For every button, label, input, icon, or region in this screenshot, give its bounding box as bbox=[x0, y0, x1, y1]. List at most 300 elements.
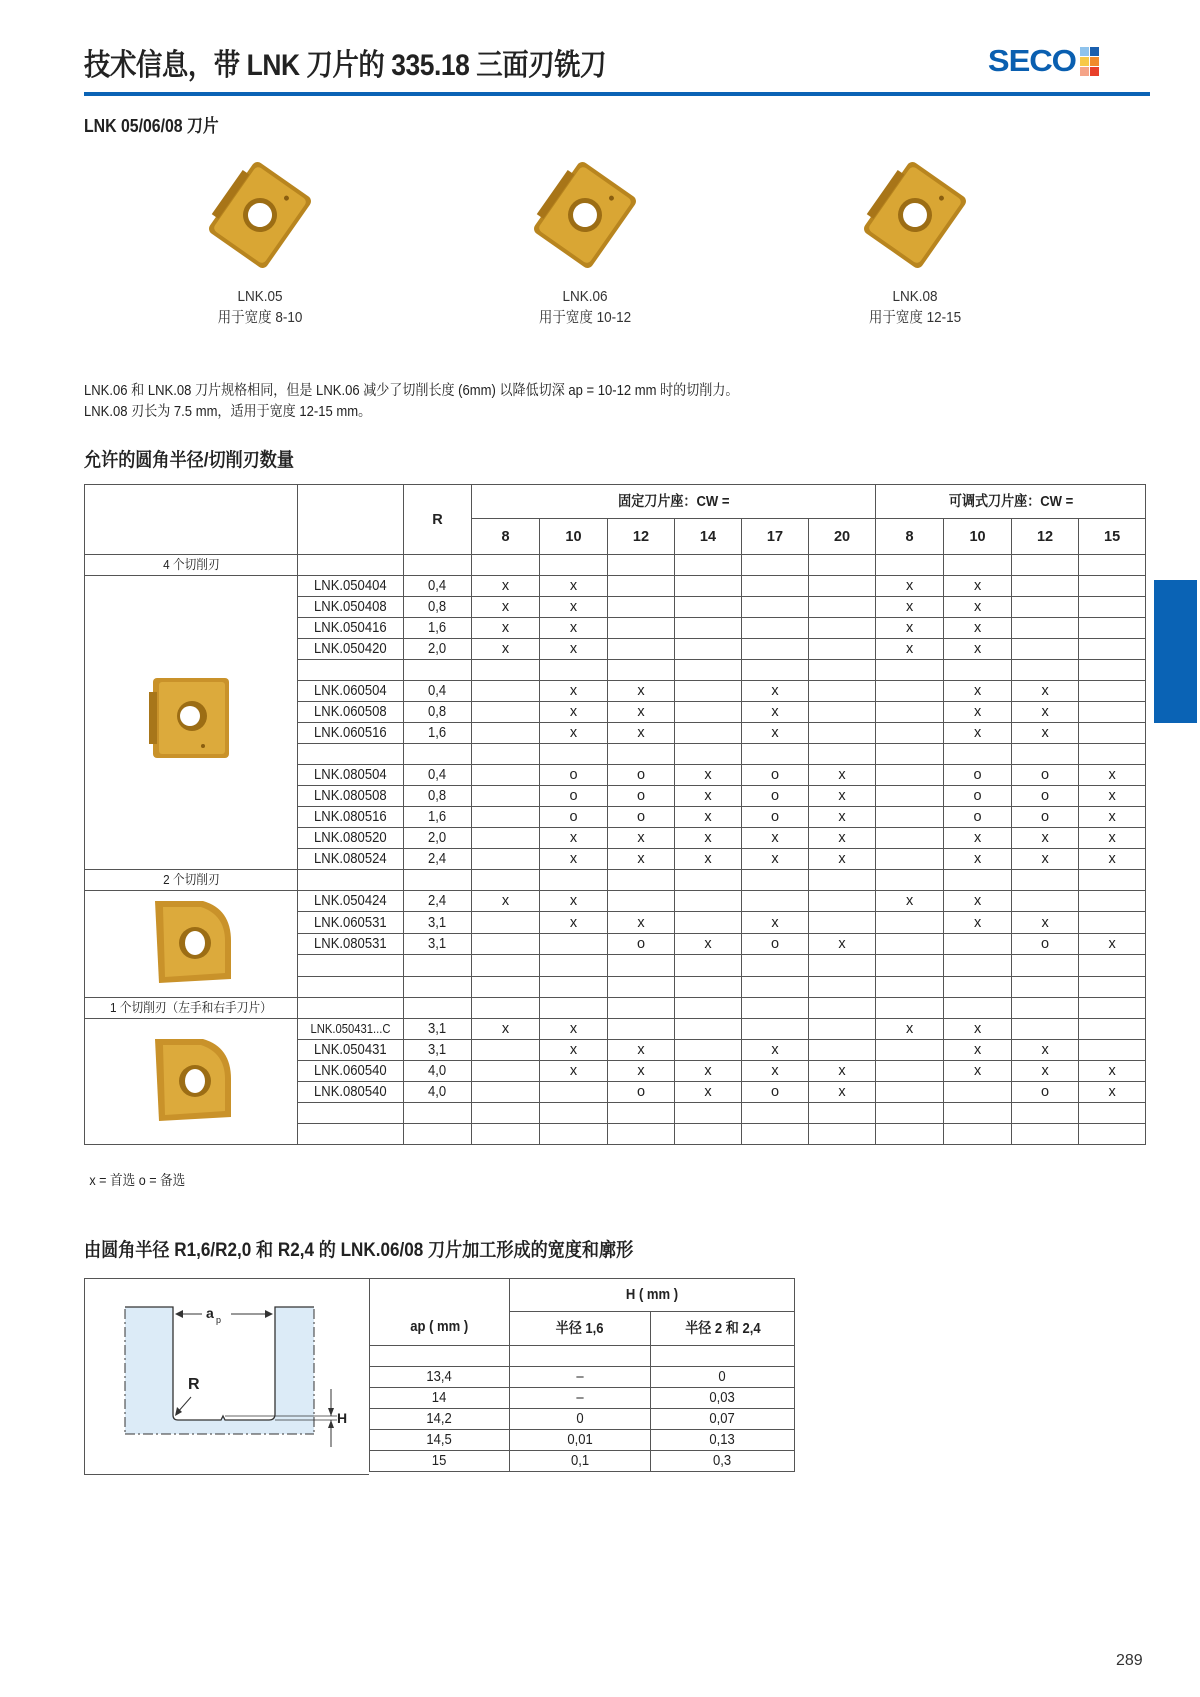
suitability-cell bbox=[608, 660, 675, 681]
suitability-cell bbox=[1012, 597, 1079, 618]
suitability-cell: x bbox=[608, 828, 675, 849]
suitability-cell: x bbox=[944, 723, 1012, 744]
insert-image-icon bbox=[145, 891, 237, 991]
suitability-cell bbox=[675, 891, 742, 912]
suitability-cell: x bbox=[876, 576, 944, 597]
insert-code: LNK.080504 bbox=[298, 765, 404, 786]
group-label: 4 个切削刃 bbox=[85, 555, 298, 576]
suitability-cell: x bbox=[944, 618, 1012, 639]
cw-header-fixed-8: 8 bbox=[472, 519, 540, 555]
suitability-cell bbox=[809, 681, 876, 702]
suitability-cell: x bbox=[472, 891, 540, 912]
insert-figure-lnk-06 bbox=[525, 150, 645, 328]
suitability-cell: o bbox=[742, 765, 809, 786]
suitability-cell bbox=[608, 891, 675, 912]
ap-value: 14,5 bbox=[370, 1430, 510, 1451]
suitability-cell: o bbox=[1012, 933, 1079, 954]
insert-name: LNK.08 bbox=[892, 288, 938, 305]
h-r16-value: – bbox=[510, 1388, 651, 1409]
suitability-cell bbox=[1012, 1124, 1079, 1145]
suitability-cell: x bbox=[472, 576, 540, 597]
suitability-cell: x bbox=[742, 849, 809, 870]
insert-code bbox=[298, 1124, 404, 1145]
radius-value: 0,4 bbox=[404, 681, 472, 702]
suitability-cell bbox=[675, 955, 742, 976]
suitability-cell: x bbox=[809, 849, 876, 870]
suitability-cell: x bbox=[472, 618, 540, 639]
suitability-cell: x bbox=[944, 681, 1012, 702]
h-table-row bbox=[370, 1388, 795, 1409]
group-header-row bbox=[85, 555, 1146, 576]
suitability-cell: x bbox=[742, 1040, 809, 1061]
code-header bbox=[298, 485, 404, 555]
suitability-cell bbox=[1079, 912, 1146, 933]
suitability-cell: x bbox=[608, 702, 675, 723]
suitability-cell bbox=[1012, 891, 1079, 912]
suitability-cell bbox=[608, 618, 675, 639]
suitability-cell bbox=[876, 849, 944, 870]
suitability-cell bbox=[876, 765, 944, 786]
suitability-cell: x bbox=[944, 1040, 1012, 1061]
suitability-cell: x bbox=[1079, 807, 1146, 828]
suitability-cell: x bbox=[675, 1061, 742, 1082]
suitability-cell bbox=[1012, 660, 1079, 681]
suitability-cell bbox=[742, 1124, 809, 1145]
suitability-cell bbox=[608, 597, 675, 618]
suitability-cell bbox=[1079, 1103, 1146, 1124]
suitability-cell: x bbox=[675, 765, 742, 786]
insert-code: LNK.050424 bbox=[298, 891, 404, 912]
suitability-cell bbox=[472, 976, 540, 997]
suitability-cell: x bbox=[809, 933, 876, 954]
h-r16-value: 0,1 bbox=[510, 1451, 651, 1472]
suitability-cell: x bbox=[876, 597, 944, 618]
suitability-cell: x bbox=[608, 849, 675, 870]
cw-header-fixed-10: 10 bbox=[540, 519, 608, 555]
suitability-cell: x bbox=[1079, 765, 1146, 786]
suitability-cell: x bbox=[608, 1061, 675, 1082]
suitability-cell bbox=[540, 744, 608, 765]
ap-header: ap ( mm ) bbox=[370, 1279, 510, 1346]
insert-code: LNK.080508 bbox=[298, 786, 404, 807]
suitability-cell bbox=[675, 660, 742, 681]
suitability-cell bbox=[675, 597, 742, 618]
suitability-cell: x bbox=[1079, 849, 1146, 870]
suitability-cell: x bbox=[1079, 933, 1146, 954]
suitability-cell: x bbox=[876, 891, 944, 912]
suitability-cell bbox=[876, 976, 944, 997]
suitability-cell bbox=[472, 723, 540, 744]
suitability-cell bbox=[1012, 618, 1079, 639]
blank-header bbox=[85, 485, 298, 555]
suitability-cell bbox=[472, 765, 540, 786]
suitability-cell bbox=[809, 955, 876, 976]
note-line-1: LNK.06 和 LNK.08 刀片规格相同，但是 LNK.06 减少了切削长度 (6mm) 以降低切深 ap = 10-12 mm 时的切削力。 bbox=[84, 383, 739, 399]
suitability-cell: x bbox=[809, 1082, 876, 1103]
insert-code: LNK.080540 bbox=[298, 1082, 404, 1103]
ap-value: 14 bbox=[370, 1388, 510, 1409]
page-title: 技术信息，带 LNK 刀片的 335.18 三面刃铣刀 bbox=[84, 49, 607, 82]
radius-value: 0,8 bbox=[404, 597, 472, 618]
suitability-cell: x bbox=[809, 765, 876, 786]
cw-header-fixed-12: 12 bbox=[608, 519, 675, 555]
suitability-cell bbox=[742, 1103, 809, 1124]
suitability-cell: x bbox=[1012, 681, 1079, 702]
h-r2-value: 0,07 bbox=[651, 1409, 795, 1430]
suitability-cell bbox=[608, 1103, 675, 1124]
suitability-cell bbox=[540, 976, 608, 997]
suitability-cell: x bbox=[1079, 1061, 1146, 1082]
suitability-cell bbox=[876, 723, 944, 744]
suitability-cell: x bbox=[675, 849, 742, 870]
radius-value: 3,1 bbox=[404, 912, 472, 933]
suitability-cell bbox=[742, 618, 809, 639]
suitability-cell bbox=[1079, 955, 1146, 976]
suitability-cell bbox=[809, 576, 876, 597]
suitability-cell bbox=[540, 660, 608, 681]
insert-code: LNK.050431 bbox=[298, 1040, 404, 1061]
r2-header: 半径 2 和 2,4 bbox=[651, 1312, 795, 1346]
suitability-cell: x bbox=[1012, 1040, 1079, 1061]
suitability-cell bbox=[876, 786, 944, 807]
insert-code: LNK.080520 bbox=[298, 828, 404, 849]
header-divider bbox=[84, 92, 1150, 96]
h-table-row bbox=[370, 1430, 795, 1451]
insert-caption: 用于宽度 10-12 bbox=[538, 309, 632, 326]
h-r16-value: 0,01 bbox=[510, 1430, 651, 1451]
suitability-cell bbox=[1079, 597, 1146, 618]
insert-image-icon bbox=[200, 150, 320, 280]
suitability-cell bbox=[1079, 891, 1146, 912]
suitability-cell: o bbox=[742, 786, 809, 807]
radius-value: 3,1 bbox=[404, 1019, 472, 1040]
suitability-cell: x bbox=[1012, 702, 1079, 723]
radius-value: 4,0 bbox=[404, 1061, 472, 1082]
suitability-cell: x bbox=[608, 1040, 675, 1061]
insert-code: LNK.080516 bbox=[298, 807, 404, 828]
suitability-cell bbox=[608, 1124, 675, 1145]
suitability-cell bbox=[675, 1040, 742, 1061]
h-table-row bbox=[370, 1409, 795, 1430]
suitability-cell bbox=[608, 744, 675, 765]
radius-value: 2,0 bbox=[404, 828, 472, 849]
insert-section-title: LNK 05/06/08 刀片 bbox=[84, 116, 219, 136]
suitability-cell bbox=[944, 933, 1012, 954]
suitability-cell: x bbox=[742, 723, 809, 744]
suitability-cell bbox=[809, 660, 876, 681]
suitability-cell bbox=[1079, 976, 1146, 997]
suitability-cell bbox=[1079, 576, 1146, 597]
radius-value: 0,8 bbox=[404, 702, 472, 723]
suitability-cell: x bbox=[608, 681, 675, 702]
suitability-cell bbox=[472, 786, 540, 807]
suitability-cell bbox=[472, 681, 540, 702]
insert-code: LNK.060531 bbox=[298, 912, 404, 933]
suitability-cell bbox=[608, 955, 675, 976]
suitability-cell: o bbox=[1012, 807, 1079, 828]
h-r16-value: – bbox=[510, 1367, 651, 1388]
insert-image-cell bbox=[85, 576, 298, 870]
insert-image-icon bbox=[525, 150, 645, 280]
suitability-cell: x bbox=[944, 849, 1012, 870]
suitability-cell bbox=[809, 744, 876, 765]
svg-text:R: R bbox=[188, 1376, 200, 1393]
brand-name: SECO bbox=[987, 43, 1076, 78]
suitability-cell: o bbox=[608, 786, 675, 807]
insert-code: LNK.080531 bbox=[298, 933, 404, 954]
suitability-cell bbox=[809, 1103, 876, 1124]
suitability-cell bbox=[876, 1061, 944, 1082]
suitability-cell: x bbox=[472, 1019, 540, 1040]
suitability-cell bbox=[876, 1040, 944, 1061]
suitability-cell bbox=[809, 976, 876, 997]
radius-table bbox=[84, 484, 1146, 1145]
suitability-cell bbox=[742, 660, 809, 681]
suitability-cell: x bbox=[540, 702, 608, 723]
suitability-cell bbox=[675, 576, 742, 597]
brand-squares-icon bbox=[1080, 47, 1099, 76]
h-table-row bbox=[370, 1451, 795, 1472]
legend: x = 首选 o = 备选 bbox=[89, 1172, 186, 1188]
group-label: 2 个切削刃 bbox=[85, 870, 298, 891]
radius-value bbox=[404, 1103, 472, 1124]
suitability-cell: x bbox=[1012, 1061, 1079, 1082]
cw-header-adj-8: 8 bbox=[876, 519, 944, 555]
suitability-cell: x bbox=[742, 912, 809, 933]
suitability-cell: o bbox=[742, 1082, 809, 1103]
suitability-cell bbox=[472, 849, 540, 870]
suitability-cell: x bbox=[540, 1019, 608, 1040]
suitability-cell: x bbox=[472, 639, 540, 660]
cw-header-fixed-14: 14 bbox=[675, 519, 742, 555]
suitability-cell bbox=[472, 744, 540, 765]
suitability-cell bbox=[742, 955, 809, 976]
radius-value: 2,0 bbox=[404, 639, 472, 660]
suitability-cell bbox=[608, 639, 675, 660]
suitability-cell: x bbox=[675, 828, 742, 849]
suitability-cell: x bbox=[540, 618, 608, 639]
table-row bbox=[85, 576, 1146, 597]
suitability-cell bbox=[1012, 955, 1079, 976]
suitability-cell bbox=[742, 744, 809, 765]
suitability-cell: x bbox=[675, 807, 742, 828]
suitability-cell: x bbox=[540, 1040, 608, 1061]
insert-code: LNK.060504 bbox=[298, 681, 404, 702]
suitability-cell: x bbox=[876, 639, 944, 660]
suitability-cell bbox=[809, 639, 876, 660]
insert-code: LNK.050416 bbox=[298, 618, 404, 639]
suitability-cell: x bbox=[944, 702, 1012, 723]
note-line-2: LNK.08 刃长为 7.5 mm，适用于宽度 12-15 mm。 bbox=[84, 404, 372, 420]
suitability-cell: x bbox=[944, 828, 1012, 849]
h-r2-value: 0,3 bbox=[651, 1451, 795, 1472]
suitability-cell: o bbox=[1012, 765, 1079, 786]
seco-logo bbox=[987, 43, 1099, 78]
suitability-cell: x bbox=[540, 1061, 608, 1082]
suitability-cell bbox=[876, 1124, 944, 1145]
suitability-cell: o bbox=[944, 786, 1012, 807]
insert-image-icon bbox=[145, 1029, 237, 1129]
suitability-cell bbox=[809, 891, 876, 912]
suitability-cell: x bbox=[809, 828, 876, 849]
suitability-cell bbox=[675, 976, 742, 997]
suitability-cell bbox=[472, 955, 540, 976]
suitability-cell bbox=[472, 912, 540, 933]
suitability-cell bbox=[876, 933, 944, 954]
suitability-cell: x bbox=[675, 1082, 742, 1103]
suitability-cell: o bbox=[608, 933, 675, 954]
suitability-cell: o bbox=[540, 786, 608, 807]
suitability-cell: o bbox=[608, 765, 675, 786]
suitability-cell: x bbox=[540, 723, 608, 744]
suitability-cell: x bbox=[1079, 1082, 1146, 1103]
radius-value bbox=[404, 1124, 472, 1145]
suitability-cell bbox=[540, 1082, 608, 1103]
adjustable-holder-header: 可调式刀片座：CW = bbox=[876, 485, 1146, 519]
suitability-cell bbox=[809, 618, 876, 639]
suitability-cell bbox=[944, 660, 1012, 681]
radius-value: 3,1 bbox=[404, 933, 472, 954]
group-label: 1 个切削刃（左手和右手刀片） bbox=[85, 998, 298, 1019]
insert-caption: 用于宽度 12-15 bbox=[868, 309, 962, 326]
table-row bbox=[85, 1019, 1146, 1040]
suitability-cell bbox=[675, 1019, 742, 1040]
insert-code: LNK.050404 bbox=[298, 576, 404, 597]
suitability-cell bbox=[1079, 618, 1146, 639]
suitability-cell bbox=[809, 1040, 876, 1061]
suitability-cell bbox=[809, 1019, 876, 1040]
insert-code: LNK.050420 bbox=[298, 639, 404, 660]
suitability-cell bbox=[540, 933, 608, 954]
insert-code bbox=[298, 660, 404, 681]
section-tab-marker bbox=[1154, 580, 1197, 723]
suitability-cell: x bbox=[742, 681, 809, 702]
suitability-cell: x bbox=[540, 891, 608, 912]
suitability-cell bbox=[675, 702, 742, 723]
radius-value: 2,4 bbox=[404, 891, 472, 912]
suitability-cell: x bbox=[540, 681, 608, 702]
ap-value: 13,4 bbox=[370, 1367, 510, 1388]
suitability-cell bbox=[944, 1103, 1012, 1124]
insert-figure-lnk-05 bbox=[200, 150, 320, 328]
suitability-cell: x bbox=[1012, 723, 1079, 744]
suitability-cell bbox=[876, 807, 944, 828]
radius-value bbox=[404, 976, 472, 997]
insert-code: LNK.050408 bbox=[298, 597, 404, 618]
suitability-cell: x bbox=[1079, 828, 1146, 849]
suitability-cell: x bbox=[675, 786, 742, 807]
suitability-cell bbox=[675, 639, 742, 660]
suitability-cell bbox=[944, 1124, 1012, 1145]
suitability-cell bbox=[472, 660, 540, 681]
suitability-cell bbox=[809, 723, 876, 744]
insert-code: LNK.060516 bbox=[298, 723, 404, 744]
radius-value bbox=[404, 660, 472, 681]
suitability-cell bbox=[472, 828, 540, 849]
suitability-cell bbox=[1079, 723, 1146, 744]
svg-text:p: p bbox=[216, 1315, 222, 1325]
suitability-cell bbox=[742, 597, 809, 618]
suitability-cell: x bbox=[675, 933, 742, 954]
suitability-cell: o bbox=[608, 807, 675, 828]
cw-header-adj-12: 12 bbox=[1012, 519, 1079, 555]
suitability-cell: o bbox=[540, 807, 608, 828]
suitability-cell bbox=[1079, 1019, 1146, 1040]
suitability-cell bbox=[472, 1040, 540, 1061]
radius-value: 1,6 bbox=[404, 618, 472, 639]
suitability-cell: x bbox=[540, 828, 608, 849]
suitability-cell bbox=[1079, 702, 1146, 723]
insert-code: LNK.080524 bbox=[298, 849, 404, 870]
group-header-row bbox=[85, 870, 1146, 891]
cw-header-fixed-20: 20 bbox=[809, 519, 876, 555]
suitability-cell bbox=[742, 891, 809, 912]
suitability-cell: x bbox=[944, 891, 1012, 912]
suitability-cell bbox=[675, 618, 742, 639]
suitability-cell bbox=[742, 976, 809, 997]
suitability-cell: x bbox=[608, 912, 675, 933]
insert-code: LNK.050431...C bbox=[298, 1019, 404, 1040]
suitability-cell bbox=[1012, 976, 1079, 997]
r16-header: 半径 1,6 bbox=[510, 1312, 651, 1346]
suitability-cell bbox=[675, 1103, 742, 1124]
suitability-cell bbox=[472, 1082, 540, 1103]
width-profile-title: 由圆角半径 R1,6/R2,0 和 R2,4 的 LNK.06/08 刀片加工形成的宽度和廓形 bbox=[84, 1240, 634, 1261]
suitability-cell bbox=[1079, 744, 1146, 765]
suitability-cell: x bbox=[1012, 912, 1079, 933]
suitability-cell bbox=[1079, 1040, 1146, 1061]
suitability-cell bbox=[809, 912, 876, 933]
suitability-cell: x bbox=[540, 576, 608, 597]
page-number: 289 bbox=[1116, 1652, 1143, 1669]
suitability-cell bbox=[742, 639, 809, 660]
suitability-cell: x bbox=[540, 912, 608, 933]
suitability-cell bbox=[1079, 1124, 1146, 1145]
suitability-cell bbox=[540, 1103, 608, 1124]
insert-code: LNK.060540 bbox=[298, 1061, 404, 1082]
radius-value: 0,4 bbox=[404, 765, 472, 786]
suitability-cell bbox=[472, 1103, 540, 1124]
suitability-cell bbox=[540, 1124, 608, 1145]
suitability-cell bbox=[675, 723, 742, 744]
radius-table-title: 允许的圆角半径/切削刃数量 bbox=[84, 450, 294, 471]
suitability-cell: o bbox=[608, 1082, 675, 1103]
suitability-cell: x bbox=[540, 639, 608, 660]
suitability-cell bbox=[1079, 660, 1146, 681]
suitability-cell: x bbox=[1079, 786, 1146, 807]
suitability-cell bbox=[472, 807, 540, 828]
suitability-cell: x bbox=[1012, 828, 1079, 849]
radius-value bbox=[404, 955, 472, 976]
suitability-cell bbox=[608, 576, 675, 597]
radius-value: 2,4 bbox=[404, 849, 472, 870]
suitability-cell bbox=[608, 1019, 675, 1040]
groove-profile-diagram-icon bbox=[85, 1279, 369, 1475]
suitability-cell bbox=[742, 576, 809, 597]
insert-code bbox=[298, 1103, 404, 1124]
ap-value: 15 bbox=[370, 1451, 510, 1472]
radius-value: 1,6 bbox=[404, 807, 472, 828]
suitability-cell bbox=[1012, 576, 1079, 597]
table-row bbox=[85, 891, 1146, 912]
suitability-cell bbox=[472, 1124, 540, 1145]
suitability-cell: x bbox=[1012, 849, 1079, 870]
cw-header-adj-15: 15 bbox=[1079, 519, 1146, 555]
suitability-cell: x bbox=[944, 1019, 1012, 1040]
suitability-cell bbox=[742, 1019, 809, 1040]
suitability-cell: x bbox=[742, 1061, 809, 1082]
suitability-cell: o bbox=[944, 765, 1012, 786]
